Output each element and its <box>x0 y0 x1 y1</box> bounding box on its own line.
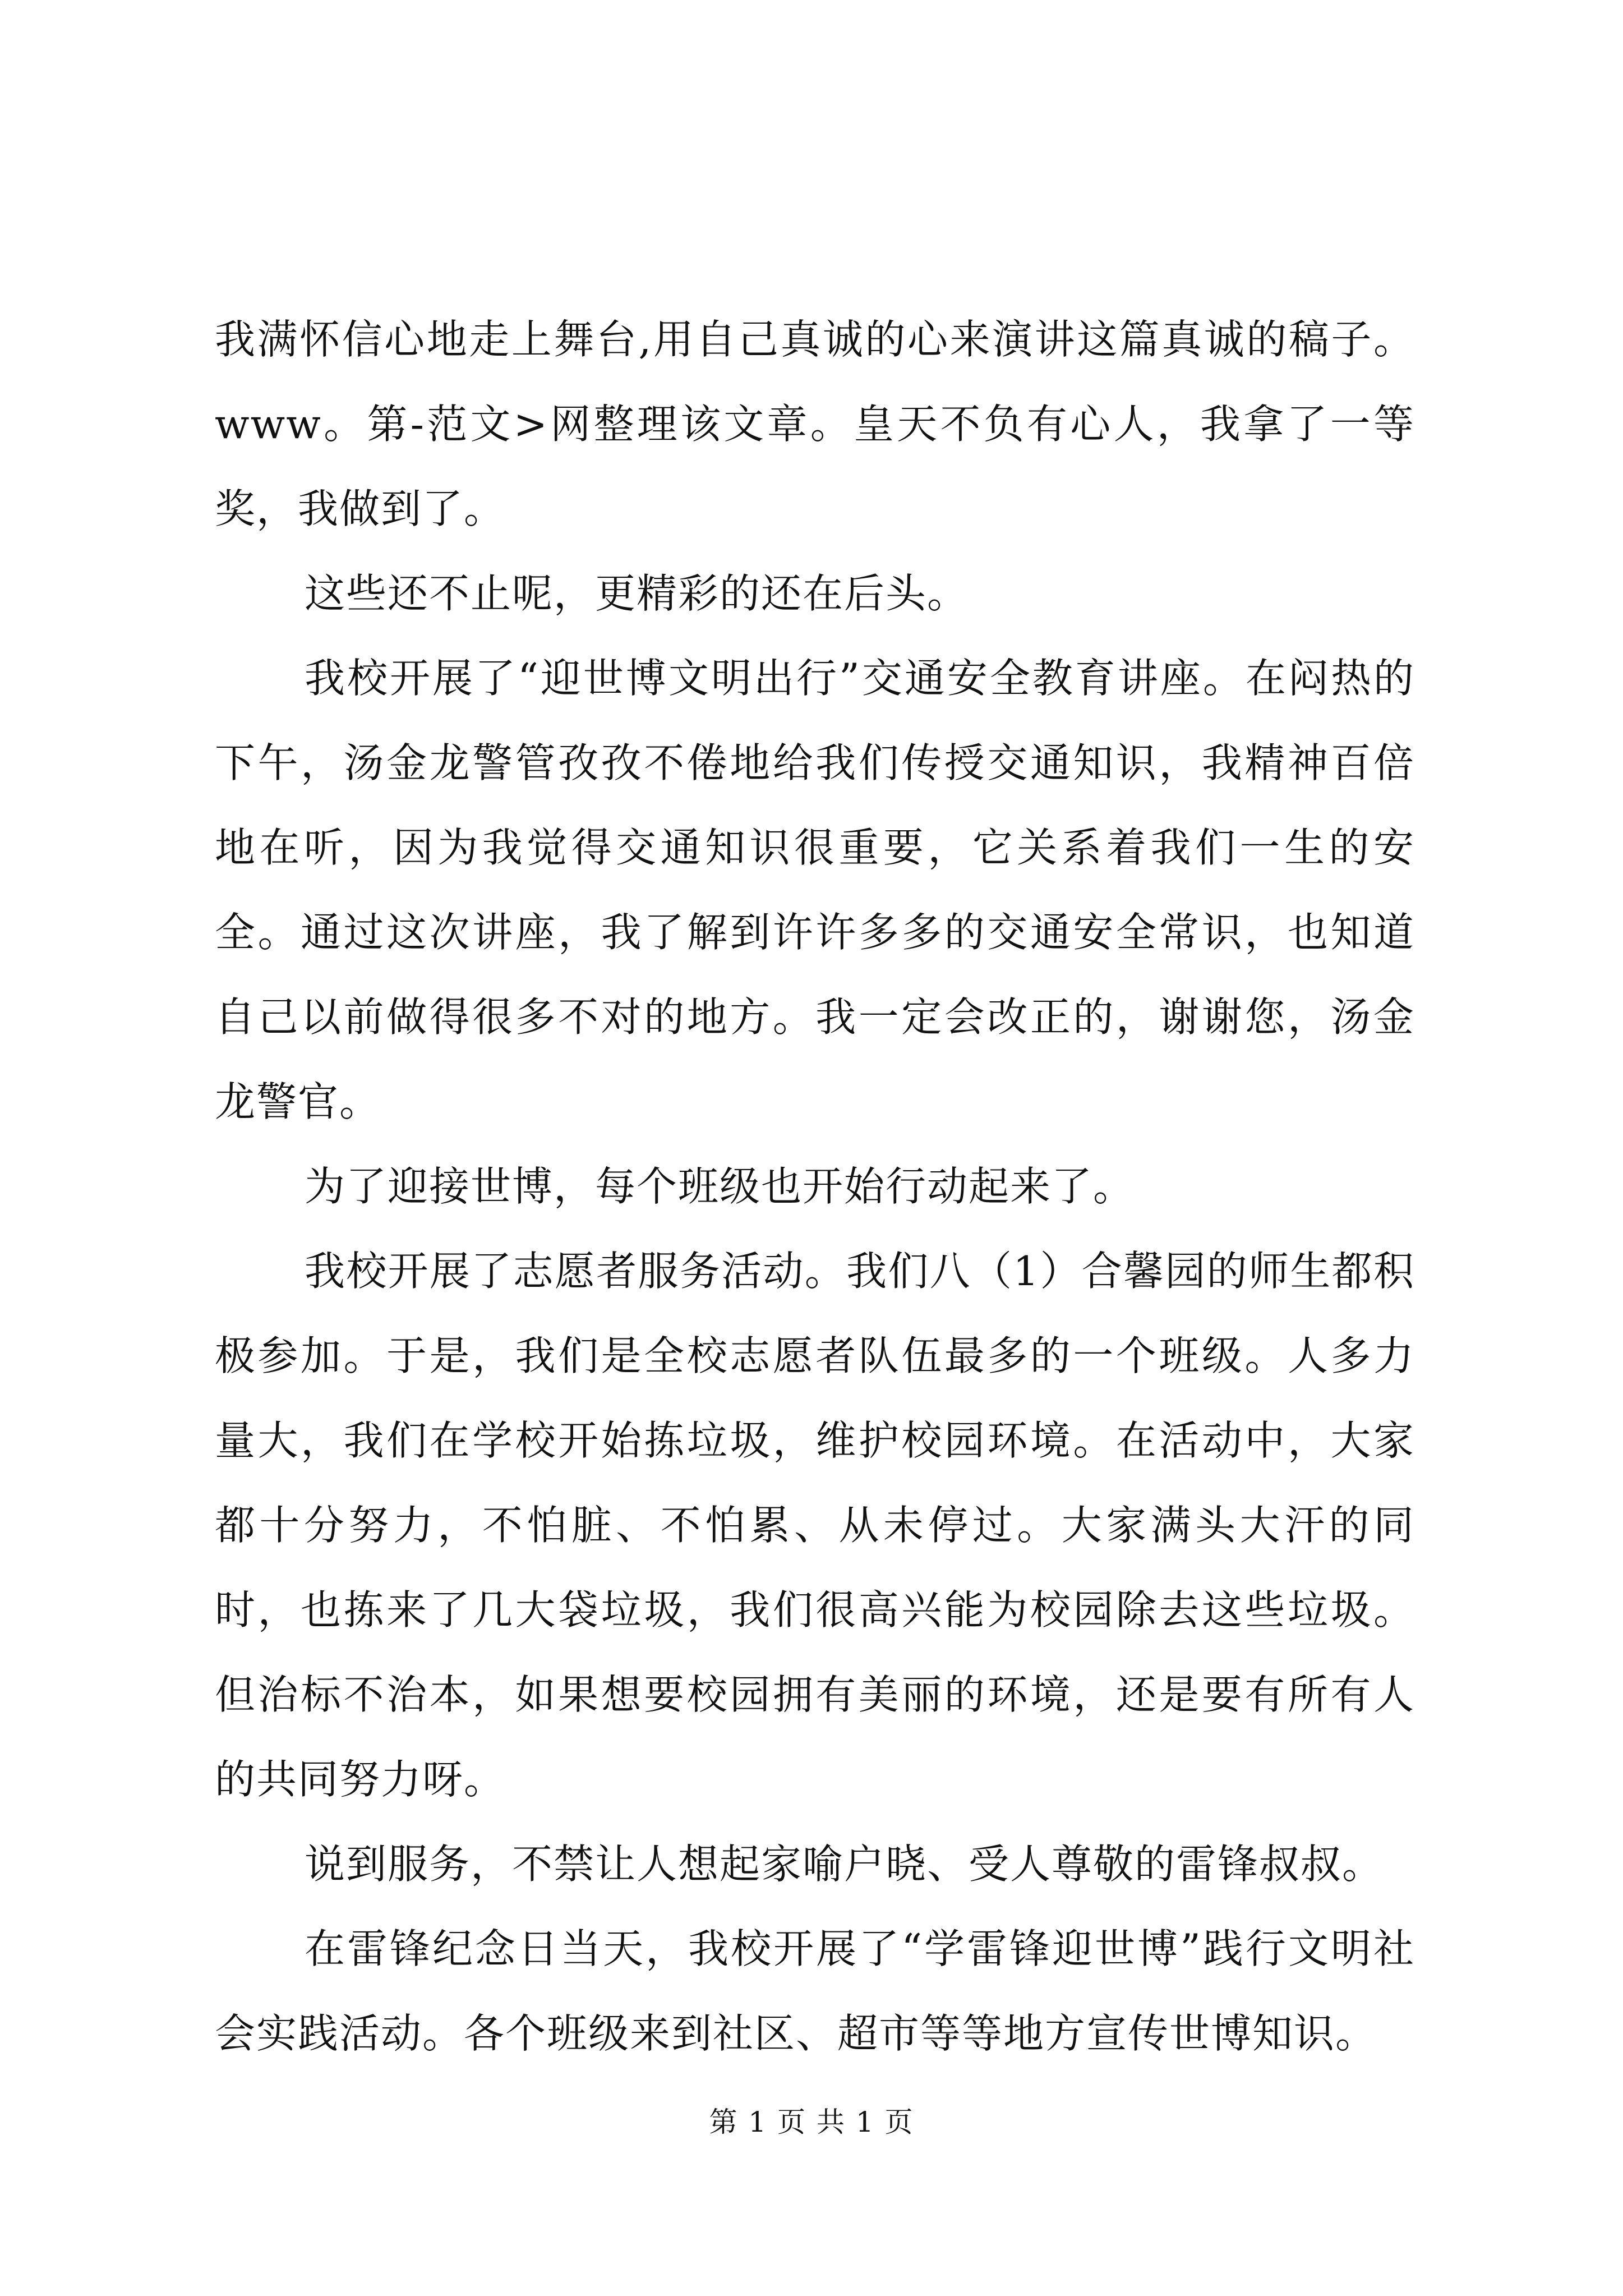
paragraph: 我校开展了“迎世博文明出行”交通安全教育讲座。在闷热的下午，汤金龙警管孜孜不倦地给我们传授交通知识，我精神百倍地在听，因为我觉得交通知识很重要，它关系着我们一生的安全。通过这次讲座，我了解到许许多多的交通安全常识，也知道自己以前做得很多不对的地方。我一定会改正的，谢谢您，汤金龙警官。 <box>215 655 1415 1125</box>
paragraph: 说到服务，不禁让人想起家喻户晓、受人尊敬的雷锋叔叔。 <box>305 1841 1384 1888</box>
paragraph: 这些还不止呢，更精彩的还在后头。 <box>305 570 969 617</box>
paragraph: 为了迎接世博，每个班级也开始行动起来了。 <box>305 1163 1135 1210</box>
paragraph: 在雷锋纪念日当天，我校开展了“学雷锋迎世博”践行文明社会实践活动。各个班级来到社区、超市等等地方宣传世博知识。 <box>215 1925 1415 2057</box>
page-footer: 第 1 页 共 1 页 <box>709 2106 914 2138</box>
paragraph: 我满怀信心地走上舞台,用自己真诚的心来演讲这篇真诚的稿子。www。第-范文>网整理该文章。皇天不负有心人，我拿了一等奖，我做到了。 <box>215 316 1415 532</box>
document-body <box>215 297 1415 2076</box>
paragraph: 我校开展了志愿者服务活动。我们八（1）合馨园的师生都积极参加。于是，我们是全校志愿者队伍最多的一个班级。人多力量大，我们在学校开始拣垃圾，维护校园环境。在活动中，大家都十分努力，不怕脏、不怕累、从未停过。大家满头大汗的同时，也拣来了几大袋垃圾，我们很高兴能为校园除去这些垃圾。但治标不治本，如果想要校园拥有美丽的环境，还是要有所有人的共同努力呀。 <box>215 1248 1415 1803</box>
